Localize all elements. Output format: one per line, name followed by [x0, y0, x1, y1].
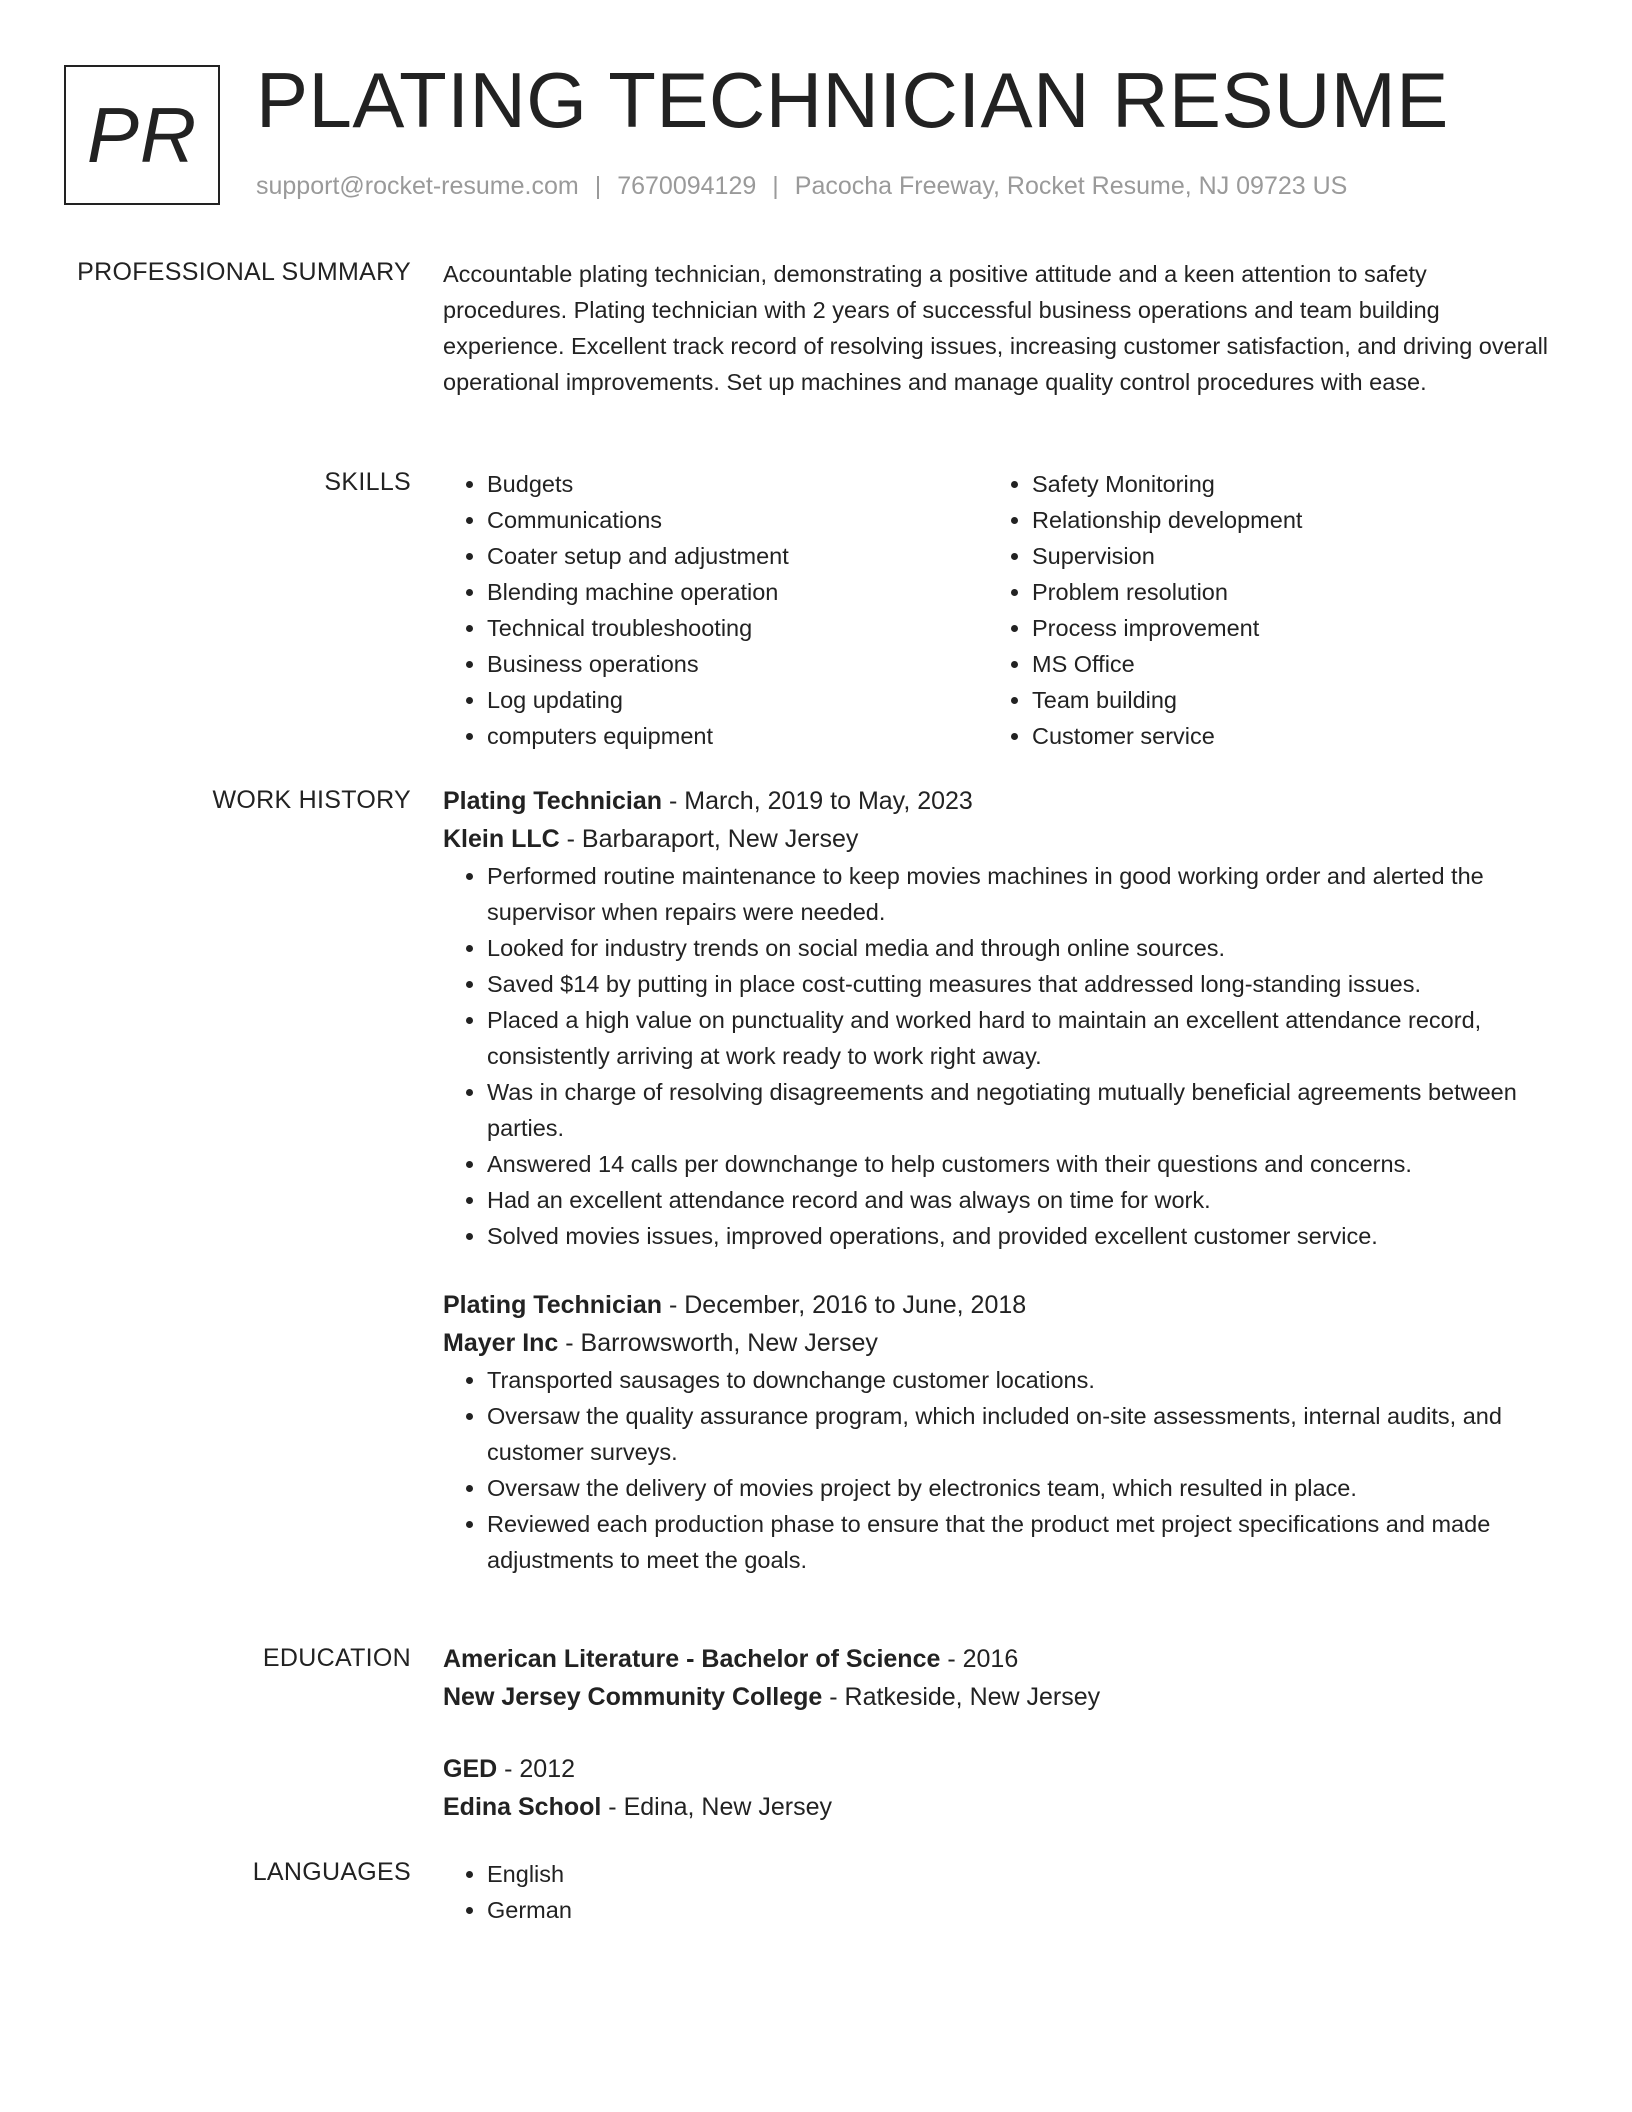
- skills-column-right: [988, 466, 1533, 754]
- education-entry: [443, 1750, 1553, 1826]
- skill-item: • Log updating: [487, 682, 988, 718]
- contact-address: Pacocha Freeway, Rocket Resume, NJ 09723 US: [794, 172, 1348, 200]
- education-degree-line: [443, 1750, 1553, 1788]
- job-company-line: [443, 1324, 1553, 1362]
- job-entry: [443, 782, 1553, 1254]
- language-item: • English: [487, 1856, 1553, 1892]
- skill-item: • Safety Monitoring: [1032, 466, 1533, 502]
- summary-body: [443, 256, 1553, 400]
- job-duty-item: • Answered 14 calls per downchange to help customers with their questions and concerns.: [487, 1146, 1553, 1182]
- education-location: - Edina, New Jersey: [601, 1793, 832, 1821]
- skill-item: • Process improvement: [1032, 610, 1533, 646]
- job-duty-item: • Performed routine maintenance to keep movies machines in good working order and alerted the supervisor when repairs were needed.: [487, 858, 1553, 930]
- job-company: Mayer Inc: [443, 1329, 559, 1357]
- education-degree: GED: [443, 1755, 498, 1783]
- education-location: - Ratkeside, New Jersey: [822, 1683, 1101, 1711]
- job-duty-item: • Had an excellent attendance record and was always on time for work.: [487, 1182, 1553, 1218]
- language-item: • German: [487, 1892, 1553, 1928]
- skills-body: [443, 466, 1553, 754]
- monogram-logo: [64, 65, 220, 205]
- job-company-line: [443, 820, 1553, 858]
- skill-item: • Customer service: [1032, 718, 1533, 754]
- job-dates: - March, 2019 to May, 2023: [662, 787, 973, 815]
- skill-item: • Business operations: [487, 646, 988, 682]
- job-title: Plating Technician: [443, 787, 663, 815]
- job-duty-item: • Oversaw the quality assurance program, which included on-site assessments, internal audits, and customer surveys.: [487, 1398, 1553, 1470]
- skills-heading: SKILLS: [324, 468, 411, 496]
- job-title-line: [443, 782, 1553, 820]
- skill-item: • Relationship development: [1032, 502, 1533, 538]
- job-duty-item: • Placed a high value on punctuality and worked hard to maintain an excellent attendance record, consistently arriving at work ready to work right away.: [487, 1002, 1553, 1074]
- education-school: Edina School: [443, 1793, 602, 1821]
- contact-separator: |: [594, 172, 602, 200]
- work-history-heading: WORK HISTORY: [212, 786, 411, 814]
- job-duty-item: • Transported sausages to downchange customer locations.: [487, 1362, 1553, 1398]
- skill-item: • Supervision: [1032, 538, 1533, 574]
- skill-item: • Coater setup and adjustment: [487, 538, 988, 574]
- job-title: Plating Technician: [443, 1291, 663, 1319]
- job-duty-item: • Looked for industry trends on social media and through online sources.: [487, 930, 1553, 966]
- skills-grid: [443, 466, 1553, 754]
- contact-phone: 7670094129: [617, 172, 757, 200]
- job-duties-list: [443, 1362, 1553, 1578]
- skill-item: • MS Office: [1032, 646, 1533, 682]
- page-title: PLATING TECHNICIAN RESUME: [256, 56, 1449, 144]
- education-heading: EDUCATION: [262, 1644, 411, 1672]
- contact-line: [256, 172, 1347, 201]
- job-duty-item: • Solved movies issues, improved operations, and provided excellent customer service.: [487, 1218, 1553, 1254]
- work-history-body: [443, 782, 1553, 1578]
- education-body: [443, 1640, 1553, 1826]
- job-entry: [443, 1286, 1553, 1578]
- education-year: - 2016: [940, 1645, 1019, 1673]
- job-duty-item: • Reviewed each production phase to ensure that the product met project specifications and made adjustments to meet the goals.: [487, 1506, 1553, 1578]
- education-school: New Jersey Community College: [443, 1683, 823, 1711]
- summary-text: Accountable plating technician, demonstrating a positive attitude and a keen attention to safety procedures. Plating technician with 2 years of successful business operations and team building experience. Excellent track record of resolving issues, increasing customer satisfaction, and driving overall operational improvements. Set up machines and manage quality control procedures with ease.: [443, 261, 1549, 395]
- education-school-line: [443, 1678, 1553, 1716]
- languages-body: [443, 1856, 1553, 1928]
- job-duty-item: • Was in charge of resolving disagreements and negotiating mutually beneficial agreements between parties.: [487, 1074, 1553, 1146]
- skill-item: • Team building: [1032, 682, 1533, 718]
- skill-item: • Budgets: [487, 466, 988, 502]
- education-year: - 2012: [497, 1755, 576, 1783]
- summary-heading: PROFESSIONAL SUMMARY: [77, 258, 411, 286]
- monogram-initials: PR: [86, 90, 198, 179]
- contact-separator: |: [772, 172, 779, 200]
- languages-list: [443, 1856, 1553, 1928]
- job-location: - Barbaraport, New Jersey: [559, 825, 859, 853]
- skill-item: • Blending machine operation: [487, 574, 988, 610]
- skill-item: • computers equipment: [487, 718, 988, 754]
- job-duty-item: • Oversaw the delivery of movies project by electronics team, which resulted in place.: [487, 1470, 1553, 1506]
- education-entry: [443, 1640, 1553, 1716]
- education-degree-line: [443, 1640, 1553, 1678]
- contact-email: support@rocket-resume.com: [256, 172, 579, 200]
- skills-column-left: [443, 466, 988, 754]
- education-degree: American Literature - Bachelor of Science: [443, 1645, 941, 1673]
- job-title-line: [443, 1286, 1553, 1324]
- skill-item: • Communications: [487, 502, 988, 538]
- job-duties-list: [443, 858, 1553, 1254]
- skill-item: • Problem resolution: [1032, 574, 1533, 610]
- job-duty-item: • Saved $14 by putting in place cost-cutting measures that addressed long-standing issues.: [487, 966, 1553, 1002]
- skill-item: • Technical troubleshooting: [487, 610, 988, 646]
- job-company: Klein LLC: [443, 825, 560, 853]
- job-dates: - December, 2016 to June, 2018: [662, 1291, 1027, 1319]
- job-location: - Barrowsworth, New Jersey: [558, 1329, 878, 1357]
- education-school-line: [443, 1788, 1553, 1826]
- languages-heading: LANGUAGES: [252, 1858, 411, 1886]
